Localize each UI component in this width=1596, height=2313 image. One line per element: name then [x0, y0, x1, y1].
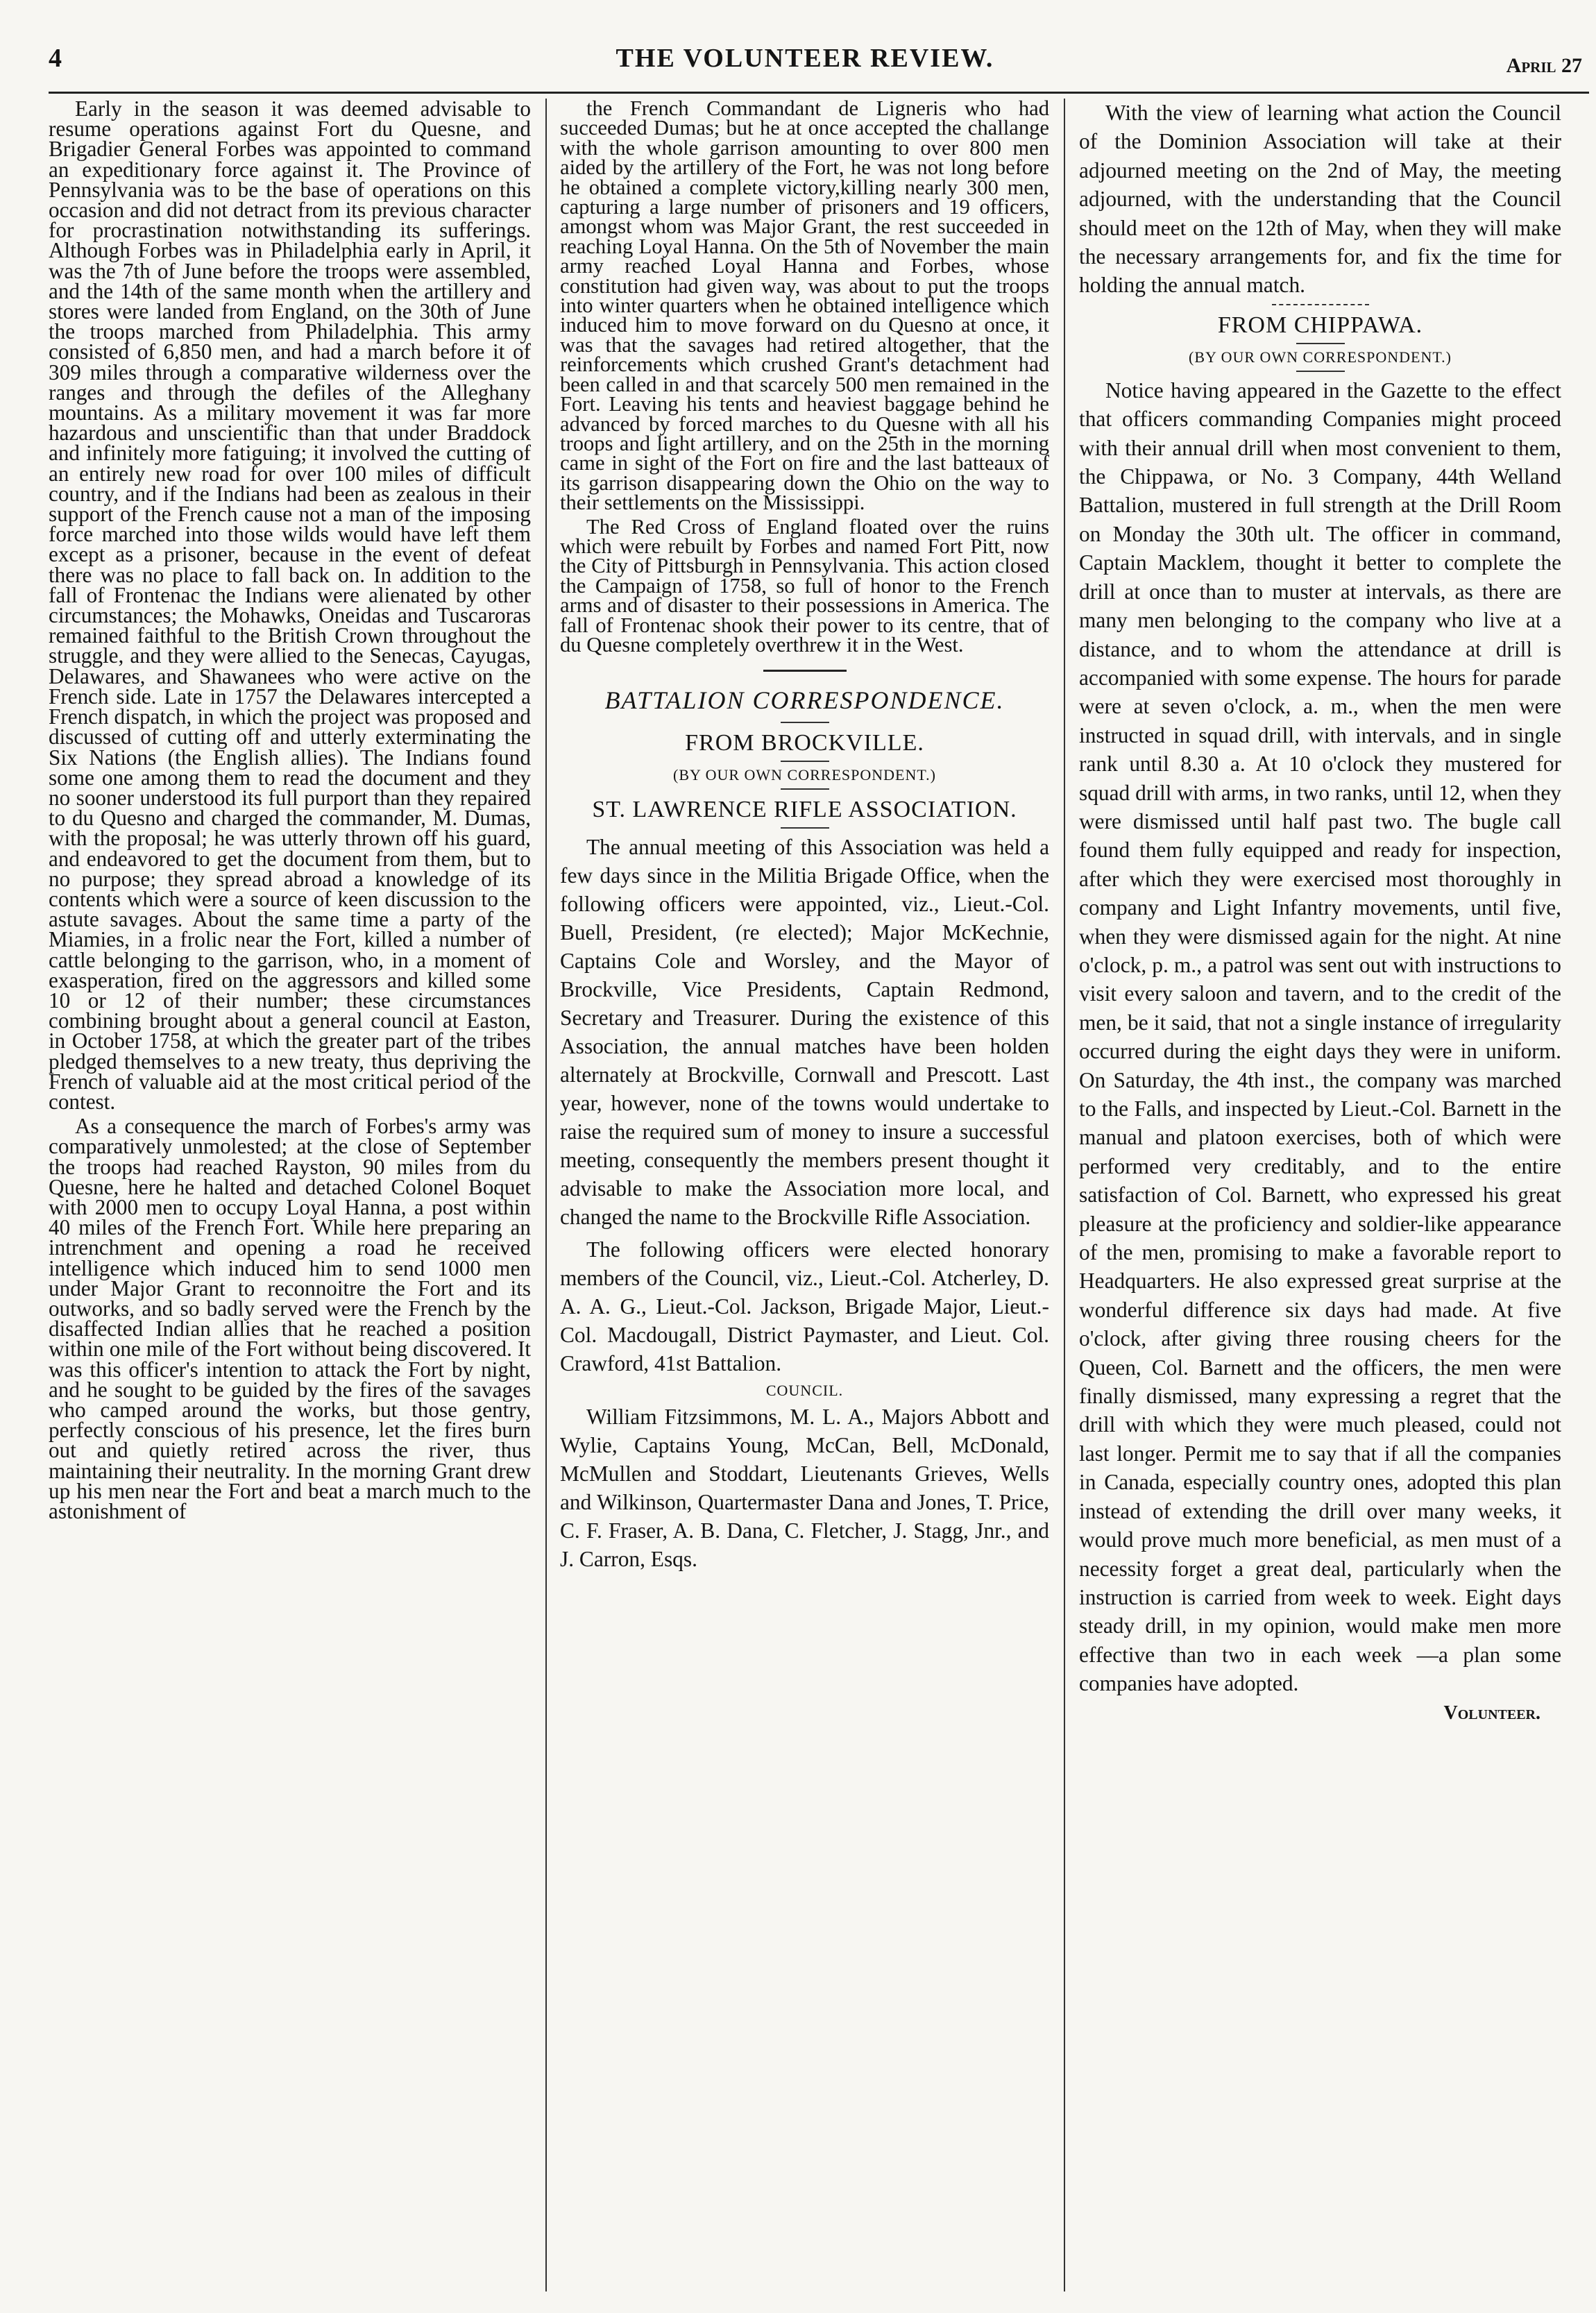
article-paragraph: Early in the season it was deemed advisable to resume operations against Fort du Quesne, and Brigadier General Forbes was appointed to command an expeditionary force against it. The Province of Pennsylvania was to be the base of operations on this occasion and did not detract from its previous character for procrastination notwithstanding its sufferings. Although Forbes was in Philadelphia early in April, it was the 7th of June before the troops were assembled, and the 14th of the same month when the artillery and stores were landed from England, on the 30th of June the troops marched from Philadelphia. This army consisted of 6,850 men, and had a march before it of 309 miles through a comparative wilderness over the ranges and through the defiles of the Alleghany mountains. As a military movement it was far more hazardous and unscientific than that under Braddock and infinitely more fatiguing; it involved the cutting of an entirely new road for over 100 miles of difficult country, and if the Indians had been as zealous in their support of the French cause not a man of the imposing force marched into those wilds would have left them except as a prisoner, because in the event of defeat there was no place to fall back on. In addition to the fall of Frontenac the Indians were alienated by other circumstances; the Mohawks, Oneidas and Tuscaroras remained faithful to the British Crown throughout the struggle, and they were allied to the Senecas, Cayugas, Delawares, and Shawanees who were active on the French side. Late in 1757 the Delawares intercepted a French dispatch, in which the project was proposed and discussed of cutting off and utterly exterminating the Six Nations (the English allies). The Indians found some one among them to read the document and they no sooner understood its full purport than they repaired to du Quesno and charged the commander, M. Dumas, with the proposal; he was utterly thrown off his guard, and endeavored to get the document from them, but to no purpose; they spread abroad a knowledge of its contents which were a source of keen discussion to the astute savages. About the same time a party of the Miamies, in a frolic near the Fort, killed a number of cattle belonging to the garrison, who, in a moment of exasperation, fired on the aggressors and killed some 10 or 12 of their number; these circumstances combining brought about a general council at Easton, in October 1758, at which the greater part of the tribes pledged themselves to a new treaty, thus depriving the French of valuable aid at the most critical period of the contest.: [49, 99, 531, 1114]
article-paragraph: The following officers were elected honorary members of the Council, viz., Lieut.-Col. Atcherley, D. A. A. G., Lieut.-Col. Jackson, Brigade Major, Lieut.-Col. Macdougall, District Paymaster, and Lieut. Col. Crawford, 41st Battalion.: [560, 1237, 1049, 1376]
article-paragraph: With the view of learning what action the Council of the Dominion Association will take at their adjourned meeting on the 2nd of May, the meeting adjourned, with the understanding that the Council should meet on the 12th of May, when they will make the necessary arrangements for, and fix the time for holding the annual match.: [1079, 101, 1561, 298]
heading-rule: [1296, 371, 1345, 372]
article-paragraph: As a consequence the march of Forbes's army was comparatively unmolested; at the close of September the troops had reached Rayston, 90 miles from du Quesne, here he halted and detached Colonel Boquet with 2000 men to occupy Loyal Hanna, a post within 40 miles of the French Fort. While here preparing an intrenchment and opening a road he received intelligence which induced him to send 1000 men under Major Grant to reconnoitre the Fort and its outworks, and so badly served were the French by the disaffected Indian allies that he reached a position within one mile of the Fort without being discovered. It was this officer's intention to attack the Fort by night, and he sought to be guided by the fires of the savages who camped around the works, but those gentry, perfectly conscious of his presence, let the fires burn out and quietly retired across the river, thus maintaining their neutrality. In the morning Grant drew up his men near the Fort and beat a march much to the astonishment of: [49, 1114, 531, 1524]
article-heading: ST. LAWRENCE RIFLE ASSOCIATION.: [592, 797, 1017, 823]
article-paragraph: William Fitzsimmons, M. L. A., Majors Abbott and Wylie, Captains Young, McCan, Bell, McDonald, McMullen and Stoddart, Lieutenants Grieves, Wells and Wilkinson, Quartermaster Dana and Jones, T. Price, C. F. Fraser, A. B. Dana, C. Fletcher, J. Stagg, Jnr., and J. Carron, Esqs.: [560, 1405, 1049, 1572]
council-label: COUNCIL.: [765, 1382, 844, 1400]
masthead-title: THE VOLUNTEER REVIEW.: [616, 44, 994, 73]
dispatch-heading: FROM BROCKVILLE.: [685, 730, 924, 756]
column-divider: [1064, 99, 1065, 2291]
section-heading: BATTALION CORRESPONDENCE.: [604, 686, 1005, 715]
page-number: 4: [49, 44, 62, 73]
column-1: [49, 99, 531, 2291]
heading-rule: [781, 788, 829, 790]
article-paragraph: Notice having appeared in the Gazette to the effect that officers commanding Companies might proceed with their annual drill when most convenient to them, the Chippawa, or No. 3 Company, 44th Welland Battalion, mustered in full strength at the Drill Room on Monday the 30th ult. The officer in command, Captain Macklem, thought it better to complete the drill at once than to muster at intervals, as there are many men belonging to the company who live at a distance, and to whom the attendance at drill is accompanied with some expense. The hours for parade were at seven o'clock, a. m., when the men were instructed in squad drill, with intervals, and in single rank until 8.30 a. At 10 o'clock they mustered for squad drill with arms, in two ranks, until 12, when they were dismissed until half past two. The bugle call found them fully equipped and ready for inspection, after which they were exercised most thoroughly in company and Light Infantry movements, until five, when they were dismissed again for the night. At nine o'clock, p. m., a patrol was sent out with instructions to visit every saloon and tavern, and to the credit of the men, be it said, that not a single instance of irregularity occurred during the eight days they were in uniform. On Saturday, the 4th inst., the company was marched to the Falls, and inspected by Lieut.-Col. Barnett in the manual and platoon exercises, both of which were performed very creditably, and to the entire satisfaction of Col. Barnett, who expressed his great pleasure at the proficiency and soldier-like appearance of the men, promising to make a favorable report to Headquarters. He also expressed great surprise at the wonderful difference six days had made. At five o'clock, after giving three rousing cheers for the Queen, Col. Barnett and the officers, the men were finally dismissed, many expressing a regret that the drill with which they were much pleased, could not last longer. Permit me to say that if all the companies in Canada, especially country ones, adopted this plan instead of extending the drill over many weeks, it would prove much more beneficial, as men must of a necessity forget a great deal, particularly when the instruction is carried from week to week. Eight days steady drill, in my opinion, would make men more effective than two in each week —a plan some companies have adopted.: [1079, 378, 1561, 1696]
page-header: [49, 36, 1582, 85]
dispatch-heading: FROM CHIPPAWA.: [1217, 312, 1423, 338]
article-paragraph: The annual meeting of this Association was held a few days since in the Militia Brigade Office, when the following officers were appointed, viz., Lieut.-Col. Buell, President, (re elected); Major McKechnie, Captains Cole and Worsley, and the Mayor of Brockville, Vice Presidents, Captain Redmond, Secretary and Treasurer. During the existence of this Association, the annual matches have been holden alternately at Brockville, Cornwall and Prescott. Last year, however, none of the towns would undertake to raise the required sum of money to insure a successful meeting, consequently the members present thought it advisable to make the Association more local, and changed the name to the Brockville Rifle Association.: [560, 835, 1049, 1230]
columns: [49, 99, 1561, 2291]
column-3: [1079, 99, 1561, 2291]
section-rule: [1272, 304, 1369, 305]
issue-date: April 27: [1506, 54, 1582, 77]
article-paragraph: the French Commandant de Ligneris who had succeeded Dumas; but he at once accepted the challange with the whole garrison amounting to over 800 men aided by the artillery of the Fort, he was not long before he obtained a complete victory,killing nearly 300 men, capturing a large number of prisoners and 19 officers, amongst whom was Major Grant, the rest succeeded in reaching Loyal Hanna. On the 5th of November the main army reached Loyal Hanna and Forbes, whose constitution had given way, was about to put the troops into winter quarters when he obtained intelligence which induced him to move forward on du Quesno at once, it was that the savages had retired altogether, that the reinforcements which crushed Grant's detachment had been called in and that scarcely 500 men remained in the Fort. Leaving his tents and heaviest baggage behind he advanced by forced marches to du Quesne with all his troops and light artillery, and on the 25th in the morning came in sight of the Fort on fire and the last batteaux of its garrison disappearing down the Ohio on the way to their settlements on the Mississippi.: [560, 99, 1049, 515]
column-2: [560, 99, 1049, 2291]
heading-rule: [1296, 343, 1345, 344]
byline: (BY OUR OWN CORRESPONDENT.): [673, 766, 936, 784]
byline: (BY OUR OWN CORRESPONDENT.): [1189, 348, 1452, 366]
section-rule: [763, 670, 847, 672]
heading-rule: [781, 722, 829, 723]
column-divider: [545, 99, 547, 2291]
heading-rule: [781, 827, 829, 829]
header-rule: [49, 92, 1589, 94]
heading-rule: [781, 761, 829, 762]
article-paragraph: The Red Cross of England floated over the ruins which were rebuilt by Forbes and named Fort Pitt, now the City of Pittsburgh in Pennsylvania. This action closed the Campaign of 1758, so full of honor to the French arms and of disaster to their possessions in America. The fall of Frontenac shook their power to its centre, that of du Quesne completely overthrew it in the West.: [560, 514, 1049, 656]
newspaper-page: [49, 36, 1582, 2291]
signature: Volunteer.: [1443, 1702, 1540, 1724]
